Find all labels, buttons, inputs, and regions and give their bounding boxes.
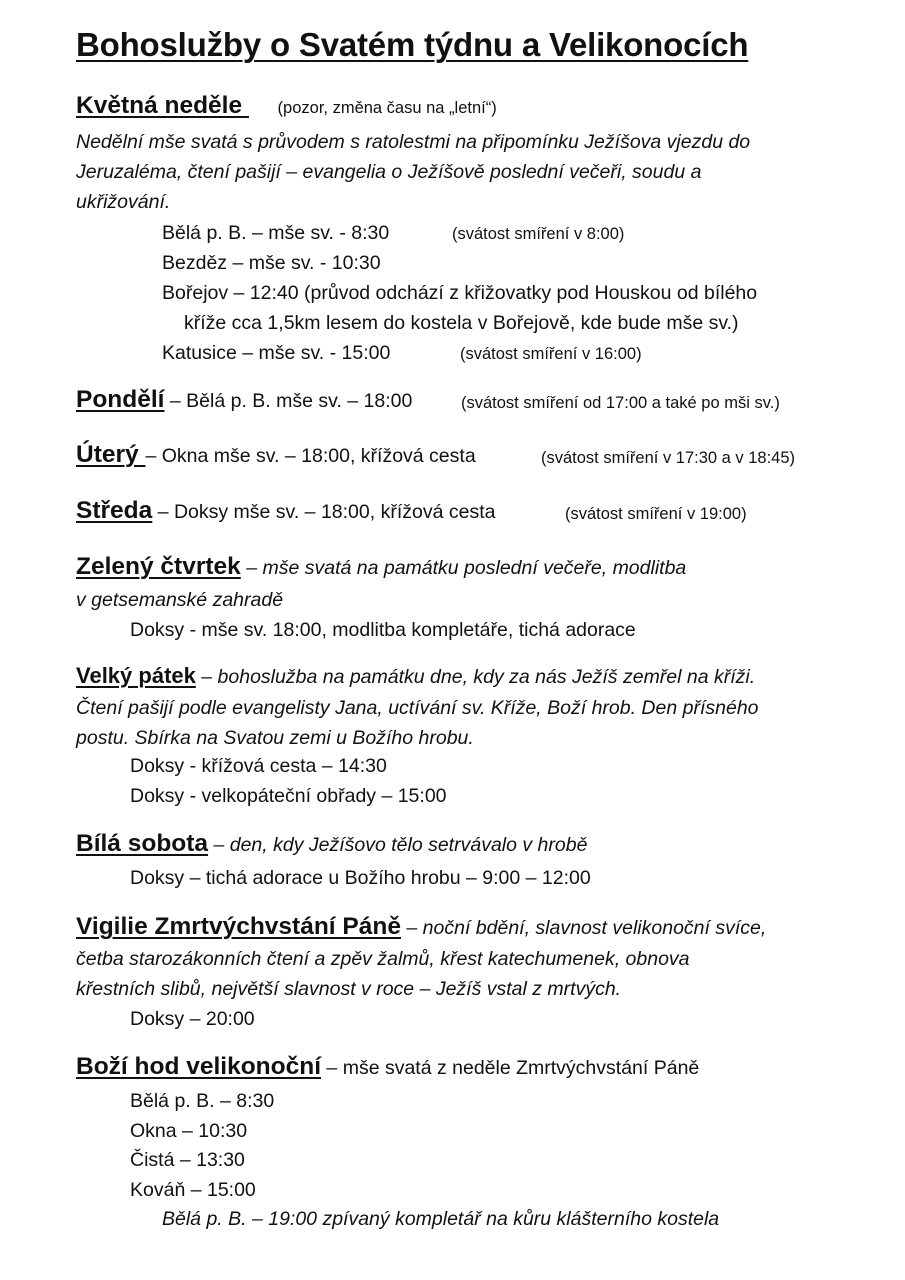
section-desc: – mše svatá z neděle Zmrtvýchvstání Páně bbox=[321, 1057, 700, 1079]
section-desc: Nedělní mše svatá s průvodem s ratolestmi na připomínku Ježíšova vjezdu do bbox=[76, 131, 751, 153]
service-line bbox=[162, 221, 625, 245]
service-line: Bělá p. B. – 19:00 zpívaný kompletář na kůru klášterního kostela bbox=[162, 1208, 720, 1230]
service-line: kříže cca 1,5km lesem do kostela v Bořejově, kde bude mše sv.) bbox=[184, 312, 739, 334]
section-text: – Doksy mše sv. – 18:00, křížová cesta bbox=[152, 501, 496, 523]
service-line: Doksy - mše sv. 18:00, modlitba kompletáře, tichá adorace bbox=[130, 619, 636, 641]
service-line: Okna – 10:30 bbox=[130, 1120, 248, 1142]
service-line bbox=[162, 341, 642, 365]
section-hod-header bbox=[76, 1055, 699, 1080]
section-desc: – noční bdění, slavnost velikonoční svíce, bbox=[400, 917, 767, 939]
section-heading: Zelený čtvrtek bbox=[76, 553, 241, 580]
section-utery bbox=[76, 441, 796, 468]
section-streda bbox=[76, 497, 747, 524]
section-pondeli bbox=[76, 386, 780, 413]
section-desc: – mše svatá na památku poslední večeře, modlitba bbox=[240, 557, 687, 579]
service-line: Doksy – 20:00 bbox=[130, 1008, 255, 1030]
section-desc: křestních slibů, největší slavnost v roce – Ježíš vstal z mrtvých. bbox=[76, 978, 622, 1000]
service-text: Bělá p. B. – mše sv. - 8:30 bbox=[162, 222, 390, 244]
section-desc: – den, kdy Ježíšovo tělo setrvávalo v hrobě bbox=[208, 834, 588, 856]
section-desc: – bohoslužba na památku dne, kdy za nás Ježíš zemřel na kříži. bbox=[195, 666, 756, 688]
section-heading: Úterý bbox=[76, 441, 146, 468]
section-heading: Vigilie Zmrtvýchvstání Páně bbox=[76, 913, 401, 940]
section-text: – Okna mše sv. – 18:00, křížová cesta bbox=[145, 445, 476, 467]
section-desc: postu. Sbírka na Svatou zemi u Božího hrobu. bbox=[76, 727, 474, 749]
service-line: Doksy - velkopáteční obřady – 15:00 bbox=[130, 785, 447, 807]
section-heading: Boží hod velikonoční bbox=[76, 1053, 322, 1080]
page-title: Bohoslužby o Svatém týdnu a Velikonocích bbox=[76, 26, 749, 63]
section-desc: četba starozákonních čtení a zpěv žalmů, křest katechumenek, obnova bbox=[76, 948, 690, 970]
service-line: Bořejov – 12:40 (průvod odchází z křižovatky pod Houskou od bílého bbox=[162, 282, 758, 304]
section-desc: ukřižování. bbox=[76, 191, 171, 213]
section-sobota-header bbox=[76, 832, 587, 857]
service-line: Bezděz – mše sv. - 10:30 bbox=[162, 252, 381, 274]
section-desc: Jeruzaléma, čtení pašijí – evangelia o Ježíšově poslední večeři, soudu a bbox=[76, 161, 702, 183]
confession-note: (svátost smíření v 16:00) bbox=[460, 345, 642, 363]
service-line: Doksy – tichá adorace u Božího hrobu – 9:00 – 12:00 bbox=[130, 867, 591, 889]
section-vigilie-header bbox=[76, 915, 766, 940]
service-line: Čistá – 13:30 bbox=[130, 1149, 245, 1171]
confession-note: (svátost smíření v 19:00) bbox=[565, 505, 747, 523]
section-heading: Bílá sobota bbox=[76, 830, 209, 857]
section-heading: Středa bbox=[76, 497, 153, 524]
section-desc: Čtení pašijí podle evangelisty Jana, uctívání sv. Kříže, Boží hrob. Den přísného bbox=[76, 697, 759, 719]
service-line: Doksy - křížová cesta – 14:30 bbox=[130, 755, 387, 777]
section-text: – Bělá p. B. mše sv. – 18:00 bbox=[164, 390, 413, 412]
service-line: Bělá p. B. – 8:30 bbox=[130, 1090, 275, 1112]
confession-note: (svátost smíření v 17:30 a v 18:45) bbox=[541, 449, 796, 467]
section-heading: Květná neděle bbox=[76, 92, 243, 119]
section-kvetna-header bbox=[76, 94, 497, 120]
section-ctvrtek-header bbox=[76, 555, 686, 580]
section-desc: v getsemanské zahradě bbox=[76, 589, 284, 611]
confession-note: (svátost smíření v 8:00) bbox=[452, 225, 625, 243]
section-note: (pozor, změna času na „letní“) bbox=[277, 99, 497, 117]
confession-note: (svátost smíření od 17:00 a také po mši sv.) bbox=[461, 394, 780, 412]
section-heading: Pondělí bbox=[76, 386, 165, 413]
section-patek-header bbox=[76, 664, 755, 689]
service-line: Kováň – 15:00 bbox=[130, 1179, 256, 1201]
service-text: Katusice – mše sv. - 15:00 bbox=[162, 342, 391, 364]
section-heading: Velký pátek bbox=[76, 663, 196, 688]
